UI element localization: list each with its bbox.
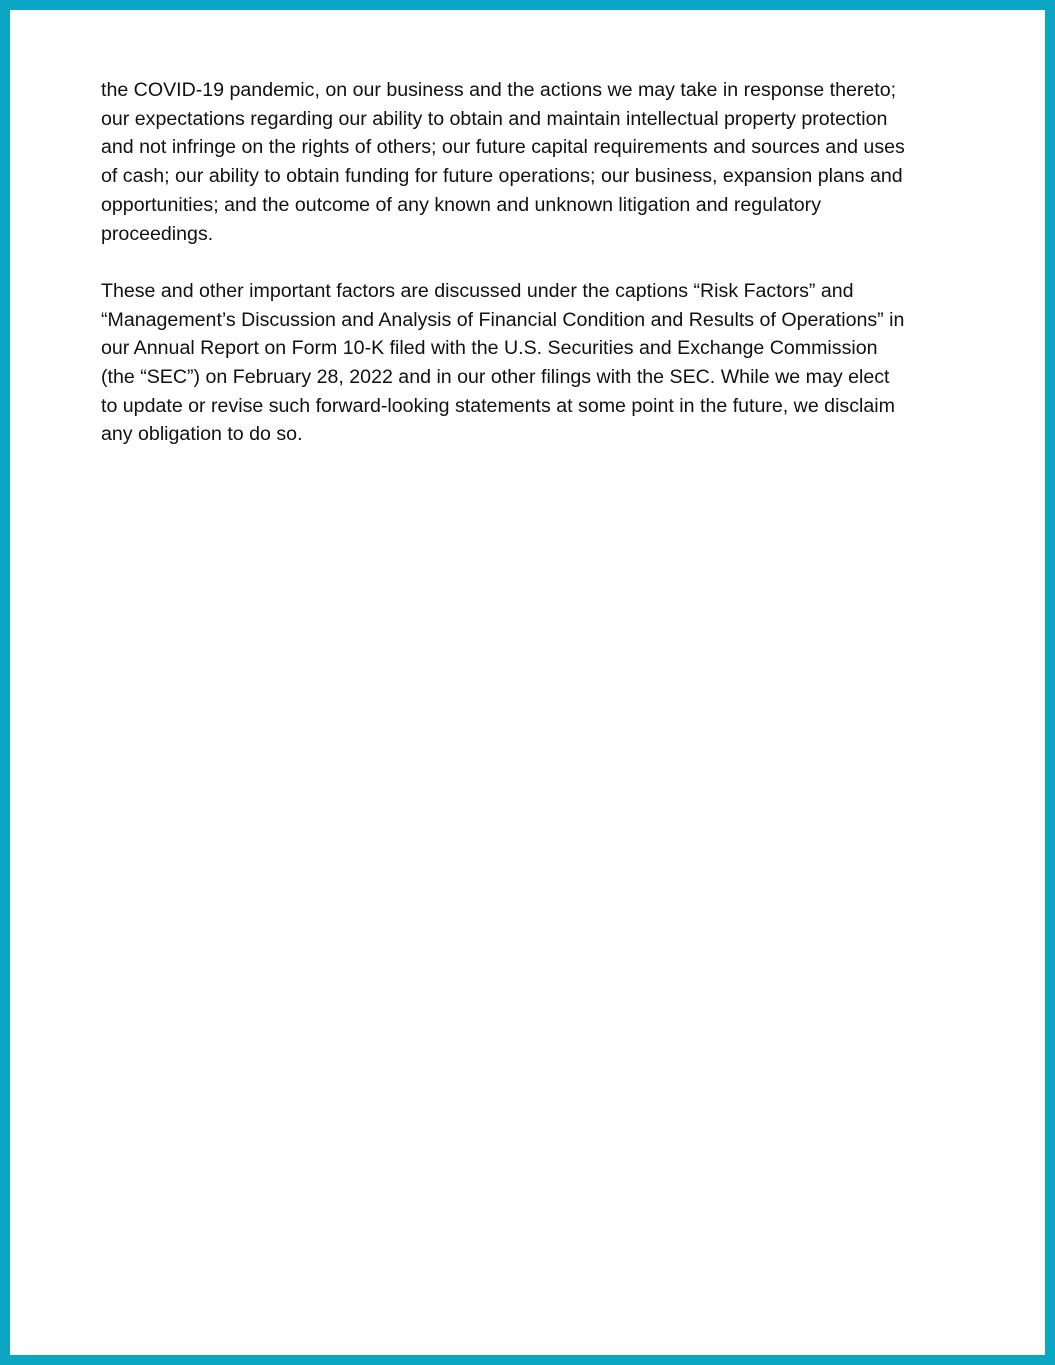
text-line: (the “SEC”) on February 28, 2022 and in our other filings with the SEC. While we may elect [101,366,890,389]
text-line: of cash; our ability to obtain funding for future operations; our business, expansion plans and [101,165,903,188]
text-line: the COVID-19 pandemic, on our business and the actions we may take in response thereto; [101,79,897,101]
text-line: opportunities; and the outcome of any known and unknown litigation and regulatory [101,193,822,216]
text-line: our Annual Report on Form 10-K filed with the U.S. Securities and Exchange Commission [101,337,878,360]
paragraph-risk-factors [101,277,971,449]
text-line: proceedings. [101,222,214,245]
text-line: any obligation to do so. [101,423,303,446]
document-body [101,76,971,449]
text-line: and not infringe on the rights of others; our future capital requirements and sources and uses [101,136,905,159]
text-line: These and other important factors are discussed under the captions “Risk Factors” and [101,279,854,302]
paragraph-forward-looking-list [101,76,971,248]
text-line: to update or revise such forward-looking statements at some point in the future, we disclaim [101,394,895,417]
text-line: our expectations regarding our ability to obtain and maintain intellectual property protection [101,107,888,130]
text-line: “Management’s Discussion and Analysis of Financial Condition and Results of Operations” in [101,308,905,331]
